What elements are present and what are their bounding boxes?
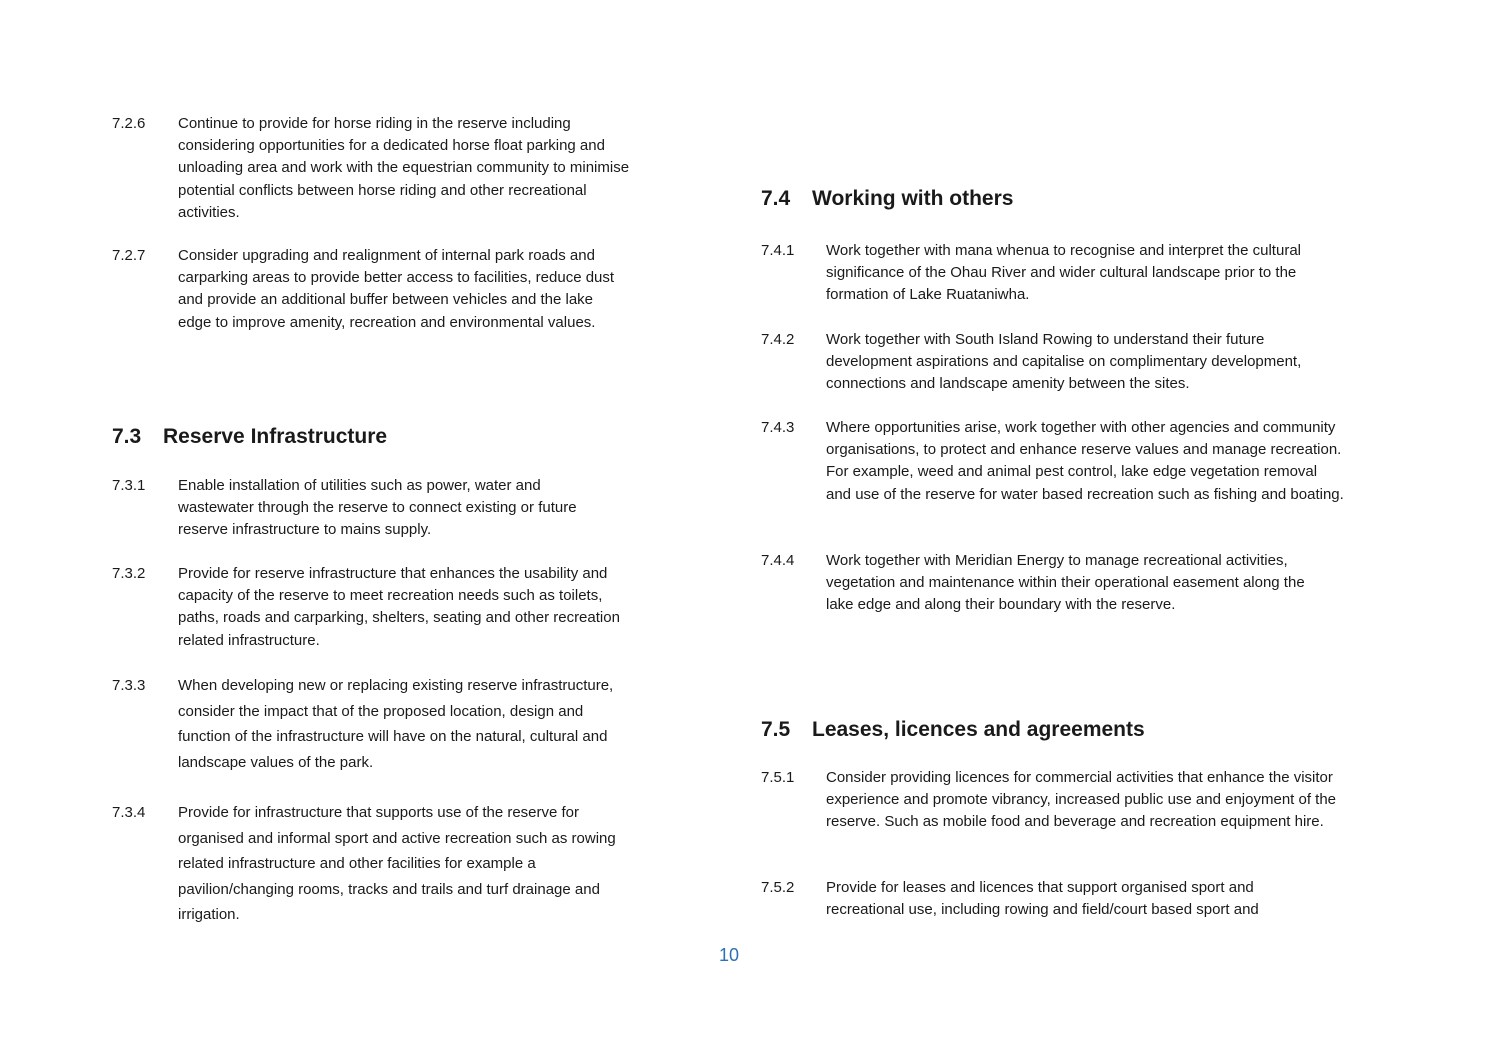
clause-text: When developing new or replacing existing reserve infrastructure, consider the impact that of the proposed location, design and function of the infrastructure will have on the natural, cultural and landscape values of the park. — [178, 677, 614, 771]
clause-text: Where opportunities arise, work together with other agencies and community organisations, to protect and enhance reserve values and manage recreation. For example, weed and animal pest control, lake edge vegetation removal and use of the reserve for water based recreation such as fishing and boating. — [826, 419, 1344, 503]
clause-number: 7.3.1 — [112, 477, 146, 494]
clause-text: Provide for leases and licences that support organised sport and recreational use, including rowing and field/court based sport and — [826, 879, 1259, 919]
section-heading-7-4 — [761, 186, 1013, 212]
clause-number: 7.4.1 — [761, 242, 795, 259]
clause-text: Consider upgrading and realignment of internal park roads and carparking areas to provide better access to facilities, reduce dust and provide an additional buffer between vehicles and the lake edge to improve amenity, recreation and environmental values. — [178, 247, 615, 331]
clause-7-4-4 — [761, 550, 1361, 617]
clause-text: Provide for infrastructure that supports use of the reserve for organised and informal sport and active recreation such as rowing related infrastructure and other facilities for example a pavilion/changing rooms, tracks and trails and turf drainage and irrigation. — [178, 804, 616, 923]
clause-7-5-1 — [761, 767, 1361, 834]
page-number: 10 — [718, 945, 740, 965]
clause-7-4-2 — [761, 329, 1361, 396]
section-number: 7.3 — [112, 425, 142, 448]
clause-number: 7.4.4 — [761, 552, 795, 569]
clause-text: Consider providing licences for commercial activities that enhance the visitor experience and promote vibrancy, increased public use and enjoyment of the reserve. Such as mobile food and beverage and recreation equipment hire. — [826, 769, 1337, 831]
clause-text: Continue to provide for horse riding in the reserve including considering opportunities for a dedicated horse float parking and unloading area and work with the equestrian community to minimise potential conflicts between horse riding and other recreational activities. — [178, 115, 630, 221]
section-number: 7.4 — [761, 187, 791, 210]
clause-7-3-1 — [112, 475, 632, 542]
clause-7-3-4 — [112, 800, 632, 928]
clause-number: 7.5.2 — [761, 879, 795, 896]
clause-7-4-1 — [761, 240, 1361, 307]
clause-text: Enable installation of utilities such as power, water and wastewater through the reserve to connect existing or future reserve infrastructure to mains supply. — [178, 477, 577, 539]
section-title: Reserve Infrastructure — [163, 425, 388, 448]
clause-text: Work together with South Island Rowing to understand their future development aspirations and capitalise on complimentary development, connections and landscape amenity between the sites. — [826, 331, 1302, 393]
clause-7-2-6 — [112, 113, 632, 224]
section-heading-7-3 — [112, 424, 387, 450]
clause-number: 7.2.7 — [112, 247, 146, 264]
clause-number: 7.3.2 — [112, 565, 146, 582]
clause-number: 7.4.2 — [761, 331, 795, 348]
section-heading-7-5 — [761, 717, 1145, 743]
clause-text: Provide for reserve infrastructure that enhances the usability and capacity of the reserve to meet recreation needs such as toilets, paths, roads and carparking, shelters, seating and other recreation related infrastructure. — [178, 565, 620, 649]
clause-7-2-7 — [112, 245, 632, 334]
clause-7-5-2 — [761, 877, 1361, 921]
clause-number: 7.2.6 — [112, 115, 146, 132]
section-number: 7.5 — [761, 718, 791, 741]
clause-7-3-2 — [112, 563, 632, 652]
clause-number: 7.5.1 — [761, 769, 795, 786]
clause-number: 7.3.3 — [112, 677, 146, 694]
section-title: Leases, licences and agreements — [812, 718, 1145, 741]
clause-number: 7.4.3 — [761, 419, 795, 436]
clause-number: 7.3.4 — [112, 804, 146, 821]
clause-7-3-3 — [112, 673, 632, 775]
clause-text: Work together with mana whenua to recognise and interpret the cultural significance of the Ohau River and wider cultural landscape prior to the formation of Lake Ruataniwha. — [826, 242, 1301, 304]
clause-text: Work together with Meridian Energy to manage recreational activities, vegetation and maintenance within their operational easement along the lake edge and along their boundary with the reserve. — [826, 552, 1305, 614]
section-title: Working with others — [812, 187, 1014, 210]
clause-7-4-3 — [761, 417, 1361, 506]
